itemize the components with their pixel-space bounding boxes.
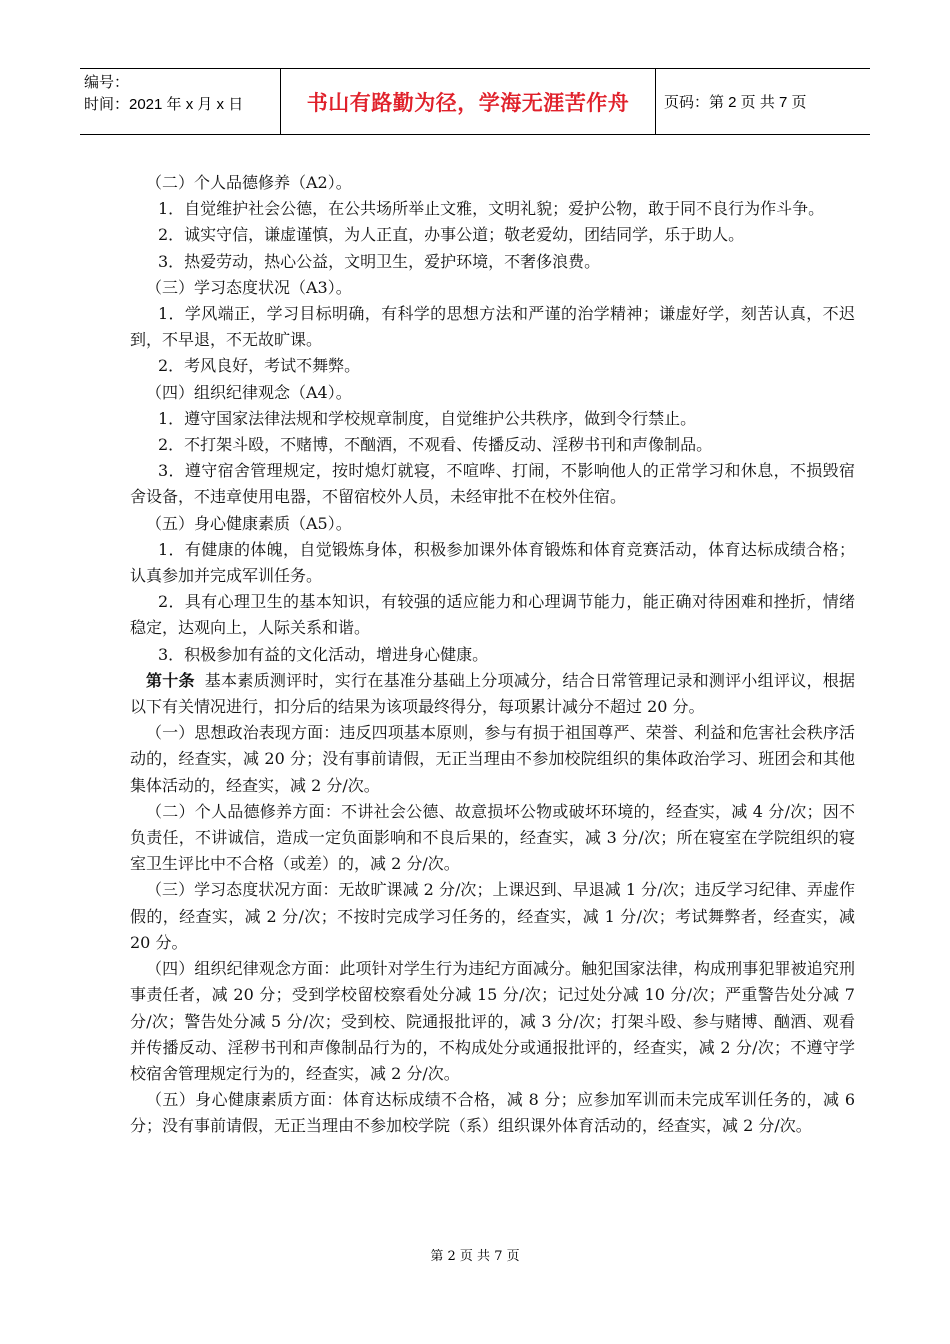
paragraph: （二）个人品德修养方面：不讲社会公德、故意损坏公物或破坏环境的，经查实，减 4 分/次；因不负责任，不讲诚信，造成一定负面影响和不良后果的，经查实，减 3 分/次；所在寝室在学院组织的寝室卫生评比中不合格（或差）的，减 2 分/次。 — [130, 801, 855, 874]
page-info-text: 页码：第 2 页 共 7 页 — [664, 94, 807, 111]
number-label: 编号： — [84, 74, 130, 91]
page-footer: 第 2 页 共 7 页 — [430, 1249, 520, 1264]
paragraph: （五）身心健康素质（A5）。 — [146, 513, 352, 533]
paragraph: （五）身心健康素质方面：体育达标成绩不合格，减 8 分；应参加军训而未完成军训任务的，减 6 分；没有事前请假，无正当理由不参加校学院（系）组织课外体育活动的，经查实，减 2 分/次。 — [130, 1090, 855, 1136]
paragraph: 2．考风良好，考试不舞弊。 — [158, 356, 361, 376]
paragraph: 3．遵守宿舍管理规定，按时熄灯就寝，不喧哗、打闹，不影响他人的正常学习和休息，不损毁宿舍设备，不违章使用电器，不留宿校外人员，未经审批不在校外住宿。 — [130, 461, 855, 507]
paragraph: 2．具有心理卫生的基本知识，有较强的适应能力和心理调节能力，能正确对待困难和挫折，情绪稳定，达观向上，人际关系和谐。 — [130, 592, 855, 638]
header-motto-cell — [281, 69, 656, 134]
paragraph: 1．自觉维护社会公德，在公共场所举止文雅，文明礼貌；爱护公物，敢于同不良行为作斗争。 — [158, 199, 825, 219]
page-header — [80, 68, 870, 135]
paragraph: 1．遵守国家法律法规和学校规章制度，自觉维护公共秩序，做到令行禁止。 — [158, 408, 697, 428]
paragraph: （四）组织纪律观念方面：此项针对学生行为违纪方面减分。触犯国家法律，构成刑事犯罪被追究刑事责任者，减 20 分；受到学校留校察看处分减 15 分/次；记过处分减 10 分/次；严重警告处分减 7 分/次；警告处分减 5 分/次；受到校、院通报批评的，减 3 分/次；打架斗殴、参与赌博、酗酒、观看并传播反动、淫秽书刊和声像制品行为的，不构成处分或通报批评的，经查实，减 2 分/次；不遵守学校宿舍管理规定行为的，经查实，减 2 分/次。 — [130, 959, 855, 1083]
motto-text: 书山有路勤为径，学海无涯苦作舟 — [306, 90, 630, 115]
article-paragraph — [130, 668, 855, 720]
paragraph: 2．不打架斗殴，不赌博，不酗酒，不观看、传播反动、淫秽书刊和声像制品。 — [158, 435, 713, 455]
paragraph: （二）个人品德修养（A2）。 — [146, 173, 352, 192]
paragraph: （三）学习态度状况（A3）。 — [146, 277, 352, 297]
article-text: 基本素质测评时，实行在基准分基础上分项减分，结合日常管理记录和测评小组评议，根据以下有关情况进行，扣分后的结果为该项最终得分，每项累计减分不超过 20 分。 — [130, 670, 855, 717]
paragraph: 1．学风端正，学习目标明确，有科学的思想方法和严谨的治学精神；谦虚好学，刻苦认真，不迟到，不早退，不无故旷课。 — [130, 304, 855, 350]
paragraph: 3．热爱劳动，热心公益，文明卫生，爱护环境，不奢侈浪费。 — [158, 251, 601, 271]
paragraph: 2．诚实守信，谦虚谨慎，为人正直，办事公道；敬老爱幼，团结同学，乐于助人。 — [158, 225, 745, 245]
header-meta — [80, 69, 281, 134]
paragraph: （三）学习态度状况方面：无故旷课减 2 分/次；上课迟到、早退减 1 分/次；违反学习纪律、弄虚作假的，经查实，减 2 分/次；不按时完成学习任务的，经查实，减 1 分/次；考试舞弊者，经查实，减 20 分。 — [130, 880, 855, 952]
document-body — [130, 170, 855, 1140]
time-label: 时间：2021 年 x 月 x 日 — [84, 96, 244, 113]
header-page-info — [656, 69, 870, 134]
paragraph: 1．有健康的体魄，自觉锻炼身体，积极参加课外体育锻炼和体育竞赛活动，体育达标成绩合格；认真参加并完成军训任务。 — [130, 539, 855, 586]
paragraph: （四）组织纪律观念（A4）。 — [146, 382, 352, 402]
paragraph: 3．积极参加有益的文化活动，增进身心健康。 — [158, 644, 489, 664]
paragraph: （一）思想政治表现方面：违反四项基本原则，参与有损于祖国尊严、荣誉、利益和危害社会秩序活动的，经查实，减 20 分；没有事前请假，无正当理由不参加校院组织的集体政治学习、班团会和其他集体活动的，经查实，减 2 分/次。 — [130, 723, 855, 795]
article-title: 第十条 — [146, 670, 195, 690]
